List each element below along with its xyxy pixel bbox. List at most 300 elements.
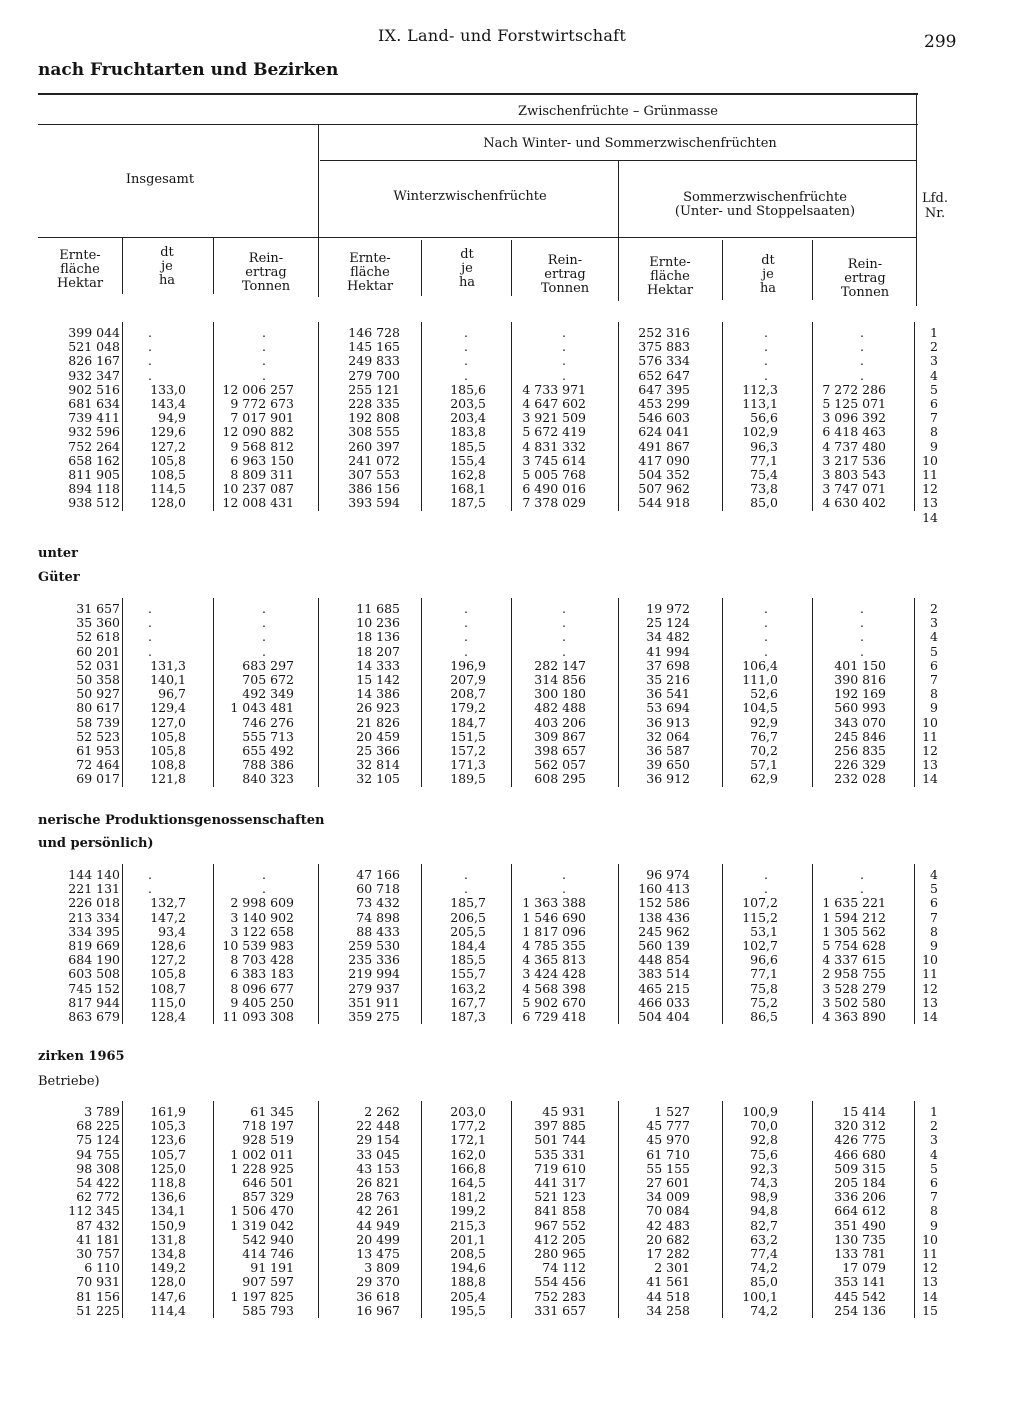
table-cell: 128,4 — [150, 1009, 186, 1024]
row-number: 14 — [922, 509, 938, 525]
table-cell: 208,7 — [450, 686, 486, 702]
table-cell: 681 634 — [68, 396, 120, 411]
table-cell: 85,0 — [750, 1274, 778, 1290]
table-cell: 608 295 — [534, 771, 586, 787]
row-number: 6 — [930, 895, 938, 911]
table-cell: 151,5 — [450, 728, 486, 744]
column-rule — [914, 1101, 915, 1318]
table-cell: 62 772 — [76, 1189, 120, 1205]
table-cell: 155,4 — [450, 452, 486, 468]
table-cell: 70,0 — [750, 1118, 778, 1134]
table-cell: 105,7 — [150, 1146, 186, 1162]
column-header-8-line: Tonnen — [840, 285, 890, 300]
section-label: unter — [38, 546, 79, 561]
table-cell: 664 612 — [834, 1203, 886, 1219]
table-cell: 3 803 543 — [822, 467, 886, 482]
table-cell: 127,0 — [150, 714, 186, 730]
table-cell: 343 070 — [834, 714, 886, 730]
table-cell: 74 112 — [542, 1260, 586, 1276]
table-cell: . — [262, 629, 266, 645]
table-cell: 932 596 — [68, 424, 120, 440]
table-cell: 658 162 — [68, 452, 120, 468]
table-cell: 185,6 — [450, 381, 486, 397]
table-cell: 88 433 — [356, 923, 400, 939]
table-cell: 9 405 250 — [230, 994, 294, 1010]
table-cell: 74,3 — [750, 1175, 778, 1190]
table-cell: 185,5 — [450, 952, 486, 968]
column-header-8-line: ertrag — [844, 271, 886, 286]
table-cell: 241 072 — [348, 452, 400, 468]
table-cell: 11 685 — [356, 601, 400, 616]
table-cell: 4 647 602 — [522, 396, 586, 411]
row-number: 5 — [930, 881, 938, 897]
table-cell: 336 206 — [834, 1189, 886, 1205]
table-cell: 8 096 677 — [230, 980, 294, 996]
table-cell: . — [562, 353, 566, 369]
table-cell: 16 967 — [356, 1302, 400, 1318]
row-number: 12 — [922, 980, 938, 996]
table-cell: 70,2 — [750, 743, 778, 758]
table-cell: 351 490 — [834, 1217, 886, 1233]
table-cell: 334 395 — [68, 923, 120, 939]
table-cell: 34 258 — [646, 1302, 690, 1318]
table-cell: 215,3 — [450, 1217, 486, 1233]
table-cell: . — [860, 881, 864, 897]
table-cell: 185,7 — [450, 895, 486, 911]
table-cell: 441 317 — [534, 1175, 586, 1190]
table-cell: . — [764, 601, 768, 616]
table-cell: 4 785 355 — [522, 938, 586, 953]
table-cell: 41 181 — [76, 1231, 120, 1247]
table-cell: 32 064 — [646, 728, 690, 744]
table-cell: 1 817 096 — [522, 923, 586, 939]
table-cell: 2 958 755 — [822, 966, 886, 982]
table-subtitle: nach Fruchtarten und Bezirken — [38, 60, 339, 80]
table-cell: 10 539 983 — [222, 938, 294, 953]
table-cell: 482 488 — [534, 700, 586, 716]
table-cell: 70 084 — [646, 1203, 690, 1219]
row-number: 5 — [930, 1160, 938, 1176]
row-number: 11 — [922, 1246, 938, 1261]
table-cell: 542 940 — [242, 1231, 294, 1247]
table-cell: 32 105 — [356, 771, 400, 787]
table-cell: . — [148, 325, 152, 340]
table-cell: 655 492 — [242, 743, 294, 758]
table-cell: . — [464, 881, 468, 897]
table-cell: 2 262 — [364, 1104, 400, 1119]
table-cell: . — [562, 643, 566, 659]
table-cell: 841 858 — [534, 1203, 586, 1219]
table-cell: 3 809 — [364, 1260, 400, 1276]
table-cell: 719 610 — [534, 1160, 586, 1176]
table-cell: 647 395 — [638, 381, 690, 397]
table-cell: 203,4 — [450, 410, 486, 426]
table-cell: 6 963 150 — [230, 452, 294, 468]
table-cell: 14 386 — [356, 686, 400, 702]
table-cell: 857 329 — [242, 1189, 294, 1205]
table-cell: 3 502 580 — [822, 994, 886, 1010]
row-number: 6 — [930, 1175, 938, 1190]
table-cell: . — [860, 867, 864, 882]
table-cell: . — [562, 615, 566, 631]
table-cell: 188,8 — [450, 1274, 486, 1290]
table-cell: 840 323 — [242, 771, 294, 787]
column-header-2-line: ertrag — [245, 265, 287, 280]
table-cell: 7 017 901 — [230, 410, 294, 426]
table-cell: 928 519 — [242, 1132, 294, 1148]
table-cell: . — [148, 367, 152, 383]
table-cell: 393 594 — [348, 495, 400, 511]
table-cell: 788 386 — [242, 757, 294, 773]
table-cell: 162,0 — [450, 1146, 486, 1162]
column-rule — [722, 1101, 723, 1318]
table-cell: 255 121 — [348, 381, 400, 397]
table-cell: 34 482 — [646, 629, 690, 645]
column-rule — [511, 864, 512, 1024]
table-cell: 73 432 — [356, 895, 400, 911]
table-cell: . — [464, 601, 468, 616]
table-cell: 60 718 — [356, 881, 400, 897]
table-cell: 401 150 — [834, 657, 886, 673]
column-rule — [318, 1101, 319, 1318]
table-cell: 44 518 — [646, 1288, 690, 1304]
table-cell: 9 568 812 — [230, 438, 294, 454]
table-cell: 2 301 — [654, 1260, 690, 1276]
table-cell: 36 541 — [646, 686, 690, 702]
table-cell: 26 821 — [356, 1175, 400, 1190]
table-cell: 3 789 — [84, 1104, 120, 1119]
table-cell: 102,9 — [742, 424, 778, 440]
table-cell: 58 739 — [76, 714, 120, 730]
table-cell: 77,4 — [750, 1246, 778, 1261]
table-cell: 544 918 — [638, 495, 690, 511]
column-header-7-line: ha — [759, 281, 777, 296]
table-cell: 56,6 — [750, 410, 778, 426]
table-cell: 100,1 — [742, 1288, 778, 1304]
table-cell: 249 833 — [348, 353, 400, 369]
table-cell: . — [262, 601, 266, 616]
table-cell: 132,7 — [150, 895, 186, 911]
table-cell: 259 530 — [348, 938, 400, 953]
header-divider — [812, 240, 813, 300]
table-cell: 94,9 — [158, 410, 186, 426]
table-cell: 308 555 — [348, 424, 400, 440]
row-number: 13 — [922, 757, 938, 773]
table-cell: 492 349 — [242, 686, 294, 702]
table-cell: 646 501 — [242, 1175, 294, 1190]
table-cell: 4 630 402 — [822, 495, 886, 511]
table-cell: 147,6 — [150, 1288, 186, 1304]
table-cell: 39 650 — [646, 757, 690, 773]
table-cell: 445 542 — [834, 1288, 886, 1304]
column-header-7-line: je — [762, 267, 774, 282]
column-rule — [511, 598, 512, 787]
table-cell: 3 217 536 — [822, 452, 886, 468]
table-cell: 5 902 670 — [522, 994, 586, 1010]
table-cell: 128,0 — [150, 495, 186, 511]
header-divider — [213, 238, 214, 294]
table-cell: . — [148, 615, 152, 631]
table-cell: 20 499 — [356, 1231, 400, 1247]
table-cell: 521 048 — [68, 339, 120, 355]
table-cell: 80 617 — [76, 700, 120, 716]
insgesamt-heading: Insgesamt — [125, 172, 195, 187]
column-rule — [812, 1101, 813, 1318]
table-cell: 390 816 — [834, 672, 886, 687]
table-cell: 521 123 — [534, 1189, 586, 1205]
table-cell: 221 131 — [68, 881, 120, 897]
row-number: 3 — [930, 1132, 938, 1148]
table-cell: 127,2 — [150, 438, 186, 454]
table-cell: 115,0 — [150, 994, 186, 1010]
column-rule — [318, 598, 319, 787]
table-cell: 718 197 — [242, 1118, 294, 1134]
table-cell: 114,5 — [150, 481, 186, 497]
column-rule — [421, 1101, 422, 1318]
row-number: 8 — [930, 923, 938, 939]
table-cell: . — [764, 867, 768, 882]
table-cell: 136,6 — [150, 1189, 186, 1205]
table-cell: 863 679 — [68, 1009, 120, 1024]
table-cell: 938 512 — [68, 495, 120, 511]
table-cell: 145 165 — [348, 339, 400, 355]
table-cell: 19 972 — [646, 601, 690, 616]
table-cell: 134,1 — [150, 1203, 186, 1219]
table-cell: 52 031 — [76, 657, 120, 673]
row-number: 14 — [922, 1009, 938, 1024]
table-cell: 75,8 — [750, 980, 778, 996]
column-rule — [618, 864, 619, 1024]
table-cell: 72 464 — [76, 757, 120, 773]
table-cell: 3 921 509 — [522, 410, 586, 426]
table-cell: 902 516 — [68, 381, 120, 397]
row-number: 13 — [922, 495, 938, 511]
table-cell: 932 347 — [68, 367, 120, 383]
row-number: 4 — [930, 629, 938, 645]
table-cell: 282 147 — [534, 657, 586, 673]
table-cell: . — [262, 339, 266, 355]
table-cell: . — [860, 615, 864, 631]
table-cell: 32 814 — [356, 757, 400, 773]
row-number: 10 — [922, 1231, 938, 1247]
table-cell: . — [562, 367, 566, 383]
table-cell: 705 672 — [242, 672, 294, 687]
table-cell: 2 998 609 — [230, 895, 294, 911]
table-cell: 98,9 — [750, 1189, 778, 1205]
table-cell: . — [764, 367, 768, 383]
table-cell: 4 337 615 — [822, 952, 886, 968]
table-cell: 31 657 — [76, 601, 120, 616]
table-cell: 320 312 — [834, 1118, 886, 1134]
row-number: 9 — [930, 938, 938, 953]
table-cell: 398 657 — [534, 743, 586, 758]
table-cell: 129,4 — [150, 700, 186, 716]
table-cell: 279 700 — [348, 367, 400, 383]
row-number: 14 — [922, 1288, 938, 1304]
table-cell: 10 237 087 — [222, 481, 294, 497]
column-rule — [722, 864, 723, 1024]
table-cell: 7 272 286 — [822, 381, 886, 397]
table-cell: 14 333 — [356, 657, 400, 673]
table-cell: 256 835 — [834, 743, 886, 758]
table-cell: 20 682 — [646, 1231, 690, 1247]
column-rule — [511, 322, 512, 511]
table-cell: 5 672 419 — [522, 424, 586, 440]
row-number: 3 — [930, 615, 938, 631]
table-cell: 35 216 — [646, 672, 690, 687]
table-cell: 213 334 — [68, 909, 120, 925]
row-number: 13 — [922, 1274, 938, 1290]
table-cell: 163,2 — [450, 980, 486, 996]
table-cell: . — [148, 867, 152, 882]
table-cell: . — [562, 629, 566, 645]
row-number: 3 — [930, 353, 938, 369]
header-divider — [511, 240, 512, 296]
table-cell: 1 319 042 — [230, 1217, 294, 1233]
table-cell: 29 370 — [356, 1274, 400, 1290]
column-header-1-line: dt — [160, 245, 174, 260]
table-cell: 15 142 — [356, 672, 400, 687]
table-cell: 4 365 813 — [522, 952, 586, 968]
table-cell: 75,6 — [750, 1146, 778, 1162]
table-cell: 585 793 — [242, 1302, 294, 1318]
row-number: 12 — [922, 481, 938, 497]
table-cell: 133 781 — [834, 1246, 886, 1261]
column-rule — [122, 322, 123, 511]
table-cell: 143,4 — [150, 396, 186, 411]
table-cell: 184,4 — [450, 938, 486, 953]
table-cell: 144 140 — [68, 867, 120, 882]
table-cell: 74,2 — [750, 1260, 778, 1276]
table-cell: 112 345 — [68, 1203, 120, 1219]
table-cell: 6 110 — [84, 1260, 120, 1276]
table-cell: 92,9 — [750, 714, 778, 730]
table-cell: 684 190 — [68, 952, 120, 968]
row-number: 7 — [930, 1189, 938, 1205]
table-cell: 412 205 — [534, 1231, 586, 1247]
column-header-8-line: Rein- — [847, 257, 883, 272]
table-cell: 187,3 — [450, 1009, 486, 1024]
table-cell: 1 527 — [654, 1104, 690, 1119]
table-cell: 509 315 — [834, 1160, 886, 1176]
table-cell: 100,9 — [742, 1104, 778, 1119]
table-cell: 51 225 — [76, 1302, 120, 1318]
column-header-4-line: ha — [458, 275, 476, 290]
column-rule — [122, 1101, 123, 1318]
section-label: nerische Produktionsgenossenschaften — [38, 813, 325, 828]
table-cell: 11 093 308 — [222, 1009, 294, 1024]
table-cell: 1 635 221 — [822, 895, 886, 911]
table-cell: 314 856 — [534, 672, 586, 687]
column-header-6-line: Ernte- — [649, 255, 691, 270]
table-cell: 108,5 — [150, 467, 186, 482]
table-cell: 448 854 — [638, 952, 690, 968]
nr-heading: Nr. — [924, 206, 946, 221]
table-cell: 21 826 — [356, 714, 400, 730]
table-cell: 453 299 — [638, 396, 690, 411]
table-cell: 75,4 — [750, 467, 778, 482]
column-header-4-line: dt — [460, 247, 474, 262]
sommer-subheading: (Unter- und Stoppelsaaten) — [674, 204, 856, 219]
table-cell: . — [262, 867, 266, 882]
table-cell: 206,5 — [450, 909, 486, 925]
table-cell: 91 191 — [250, 1260, 294, 1276]
table-cell: 108,7 — [150, 980, 186, 996]
table-cell: 232 028 — [834, 771, 886, 787]
table-cell: 22 448 — [356, 1118, 400, 1134]
table-cell: 96,7 — [158, 686, 186, 702]
table-cell: . — [464, 325, 468, 340]
row-number: 12 — [922, 1260, 938, 1276]
column-rule — [618, 322, 619, 511]
table-cell: 4 831 332 — [522, 438, 586, 454]
row-number: 4 — [930, 367, 938, 383]
table-cell: 60 201 — [76, 643, 120, 659]
column-rule — [213, 322, 214, 511]
table-cell: 652 647 — [638, 367, 690, 383]
table-cell: 96 974 — [646, 867, 690, 882]
table-cell: 150,9 — [150, 1217, 186, 1233]
table-cell: 252 316 — [638, 325, 690, 340]
table-cell: 105,8 — [150, 728, 186, 744]
column-header-3-line: Hektar — [346, 279, 394, 294]
table-cell: 414 746 — [242, 1246, 294, 1261]
table-cell: . — [860, 353, 864, 369]
table-cell: 128,0 — [150, 1274, 186, 1290]
table-cell: 426 775 — [834, 1132, 886, 1148]
column-rule — [421, 864, 422, 1024]
table-cell: 1 002 011 — [230, 1146, 294, 1162]
table-cell: 42 483 — [646, 1217, 690, 1233]
table-cell: . — [860, 643, 864, 659]
table-cell: 172,1 — [450, 1132, 486, 1148]
section-label: zirken 1965 — [38, 1049, 125, 1064]
header-top-rule — [38, 93, 918, 95]
table-cell: . — [148, 339, 152, 355]
table-cell: 907 597 — [242, 1274, 294, 1290]
table-cell: 752 264 — [68, 438, 120, 454]
table-cell: 118,8 — [150, 1175, 186, 1190]
table-cell: 125,0 — [150, 1160, 186, 1176]
table-cell: 417 090 — [638, 452, 690, 468]
table-cell: 6 418 463 — [822, 424, 886, 440]
group-heading: Zwischenfrüchte – Grünmasse — [518, 104, 718, 119]
row-number: 7 — [930, 672, 938, 687]
column-rule — [122, 598, 123, 787]
table-cell: 1 228 925 — [230, 1160, 294, 1176]
table-cell: 491 867 — [638, 438, 690, 454]
table-cell: 96,3 — [750, 438, 778, 454]
table-cell: 115,2 — [742, 909, 778, 925]
table-cell: 4 737 480 — [822, 438, 886, 454]
table-cell: 562 057 — [534, 757, 586, 773]
column-rule — [318, 322, 319, 511]
table-cell: . — [262, 643, 266, 659]
table-cell: 3 528 279 — [822, 980, 886, 996]
table-cell: 226 329 — [834, 757, 886, 773]
table-cell: 12 090 882 — [222, 424, 294, 440]
table-cell: 535 331 — [534, 1146, 586, 1162]
table-cell: 1 043 481 — [230, 700, 294, 716]
table-cell: 108,8 — [150, 757, 186, 773]
table-cell: . — [464, 643, 468, 659]
table-cell: 26 923 — [356, 700, 400, 716]
column-rule — [213, 598, 214, 787]
table-cell: 161,9 — [150, 1104, 186, 1119]
table-cell: . — [860, 339, 864, 355]
row-number: 10 — [922, 952, 938, 968]
table-cell: 73,8 — [750, 481, 778, 497]
